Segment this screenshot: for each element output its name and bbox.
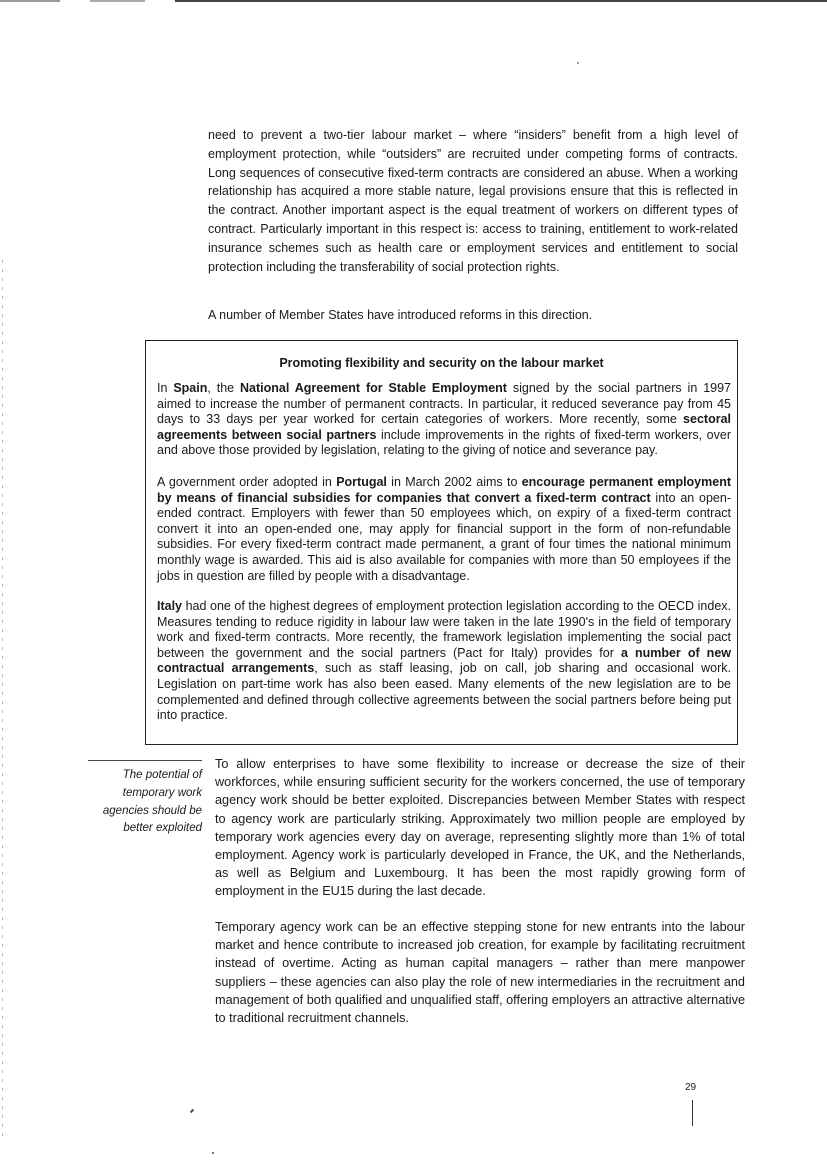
stepping-stone-paragraph: Temporary agency work can be an effective stepping stone for new entrants into the labour market and hence contribute to increased job creation, for example by facilitating recruitment instead of overtime. Acting as human capital managers – rather than mere manpower suppliers – these agencies can also play the role of new intermediaries in the recruitment and management of both qualified and unqualified staff, offering employers an attractive alternative to traditional recruitment channels. <box>215 920 745 1026</box>
margin-note <box>88 760 202 838</box>
scan-speck <box>190 1109 194 1113</box>
italy-paragraph: Italy had one of the highest degrees of employment protection legislation according to the OECD index. Measures tending to reduce rigidity in labour law were taken in the late 1990's in the field of temporary work and fixed-term contracts. More recently, the framework legislation implementing the social pact between the government and the social partners (Pact for Italy) provides for a number of new contractual arrangements, such as staff leasing, job on call, job sharing and occasional work. Legislation on part-time work has also been eased. Many elements of the new legislation are to be complemented and defined through collective agreements between the social partners before being put into practice. <box>157 599 731 723</box>
portugal-paragraph: A government order adopted in Portugal in March 2002 aims to encourage permanent employment by means of financial subsidies for companies that convert a fixed-term contract into an open-ended contract. Employers with fewer than 50 employees which, on expiry of a fixed-term contract convert it into an open-ended one, may apply for financial support in the form of non-refundable subsidies. For every fixed-term contract made permanent, a grant of four times the national minimum monthly wage is awarded. This aid is also available for companies with more than 50 employees if the jobs in question are filled by people with a disadvantage. <box>157 475 732 583</box>
margin-note-line: better exploited <box>123 822 202 835</box>
spain-paragraph: In Spain, the National Agreement for Stable Employment signed by the social partners in 1997 aimed to increase the number of permanent contracts. In particular, it reduced severance pay from 45 days to 33 days per year worked for certain categories of workers. More recently, some sectoral agreements between social partners include improvements in the rights of fixed-term workers, over and above those provided by legislation, relating to the giving of notice and severance pay. <box>157 381 731 458</box>
scan-top-edge <box>0 0 827 6</box>
margin-note-line: agencies should be <box>102 804 202 817</box>
intro-paragraph: need to prevent a two-tier labour market – where “insiders” benefit from a high level of employment protection, while “outsiders” are recruited under competing forms of contracts. Long sequences of consecutive fixed-term contracts are considered an abuse. When a working relationship has acquired a more stable nature, legal provisions ensure that this is reflected in the contract. Another important aspect is the equal treatment of workers on different types of contract. Particularly important in this respect is: access to training, entitlement to work-related insurance schemes such as health care or employment services and entitlement to social protection including the transferability of social protection rights. <box>208 128 738 274</box>
reforms-sentence: A number of Member States have introduced reforms in this direction. <box>208 308 593 322</box>
agency-work-paragraph: To allow enterprises to have some flexibility to increase or decrease the size of their workforces, while ensuring sufficient security for the workers concerned, the use of temporary agency work should be better exploited. Discrepancies between Member States with respect to agency work are particularly striking. Approximately two million people are employed by temporary work agencies every day on average, representing slightly more than 1% of total employment. Agency work is particularly developed in France, the UK, and the Netherlands, as well as Belgium and Luxembourg. It has been the most rapidly growing form of employment in the EU15 during the last decade. <box>215 757 745 899</box>
flexibility-security-box <box>145 340 738 745</box>
scan-speck <box>212 1152 214 1154</box>
margin-note-line: The potential of <box>122 769 202 781</box>
scan-left-edge <box>2 260 3 1140</box>
page-marker-line <box>692 1100 693 1126</box>
margin-note-line: temporary work <box>122 786 202 799</box>
box-title: Promoting flexibility and security on the labour market <box>279 356 604 370</box>
scan-speck <box>577 62 579 64</box>
page-number: 29 <box>685 1082 697 1093</box>
